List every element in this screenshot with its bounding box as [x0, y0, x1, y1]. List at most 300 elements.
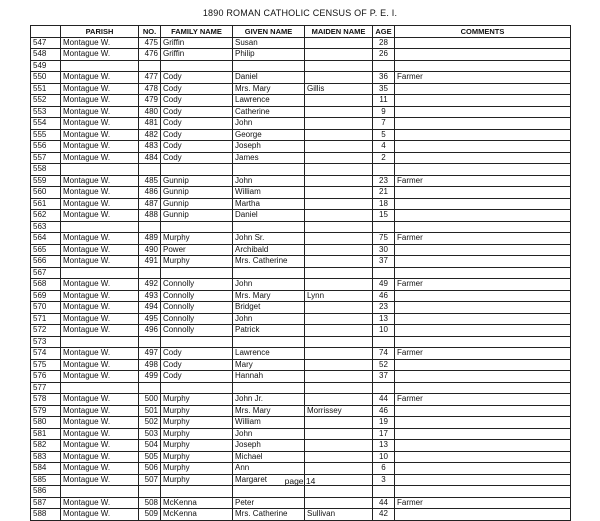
- number-cell: 490: [139, 244, 161, 256]
- parish-cell: Montague W.: [61, 440, 139, 452]
- family-name-cell: Griffin: [161, 49, 233, 61]
- age-cell: 13: [373, 313, 395, 325]
- age-cell: 21: [373, 187, 395, 199]
- comments-cell: Farmer: [395, 72, 571, 84]
- parish-cell: [61, 221, 139, 233]
- comments-cell: [395, 152, 571, 164]
- family-name-cell: Gunnip: [161, 175, 233, 187]
- given-name-cell: John: [233, 313, 305, 325]
- comments-cell: Farmer: [395, 348, 571, 360]
- number-cell: [139, 221, 161, 233]
- number-cell: 494: [139, 302, 161, 314]
- maiden-name-cell: [305, 210, 373, 222]
- age-cell: 10: [373, 325, 395, 337]
- parish-cell: Montague W.: [61, 72, 139, 84]
- line-number-cell: 557: [31, 152, 61, 164]
- given-name-cell: Ann: [233, 463, 305, 475]
- age-cell: 11: [373, 95, 395, 107]
- table-row: [31, 175, 571, 187]
- parish-cell: Montague W.: [61, 244, 139, 256]
- table-row: [31, 440, 571, 452]
- number-cell: 502: [139, 417, 161, 429]
- number-cell: 481: [139, 118, 161, 130]
- parish-cell: [61, 486, 139, 498]
- table-row: [31, 451, 571, 463]
- parish-cell: Montague W.: [61, 359, 139, 371]
- line-number-cell: 583: [31, 451, 61, 463]
- table-row: [31, 106, 571, 118]
- parish-cell: Montague W.: [61, 279, 139, 291]
- comments-cell: [395, 141, 571, 153]
- table-row: [31, 497, 571, 509]
- table-body: [31, 37, 571, 520]
- line-number-cell: 549: [31, 60, 61, 72]
- given-name-cell: Martha: [233, 198, 305, 210]
- line-number-cell: 548: [31, 49, 61, 61]
- line-number-cell: 559: [31, 175, 61, 187]
- line-number-cell: 585: [31, 474, 61, 486]
- family-name-cell: Cody: [161, 106, 233, 118]
- line-number-cell: 588: [31, 509, 61, 521]
- line-number-cell: 571: [31, 313, 61, 325]
- family-name-cell: Power: [161, 244, 233, 256]
- maiden-name-cell: [305, 187, 373, 199]
- table-row: [31, 348, 571, 360]
- given-name-cell: Patrick: [233, 325, 305, 337]
- number-cell: 488: [139, 210, 161, 222]
- number-cell: 483: [139, 141, 161, 153]
- given-name-cell: Mrs. Mary: [233, 83, 305, 95]
- given-name-cell: Lawrence: [233, 95, 305, 107]
- comments-cell: [395, 244, 571, 256]
- number-cell: 478: [139, 83, 161, 95]
- family-name-cell: [161, 336, 233, 348]
- maiden-name-cell: [305, 371, 373, 383]
- maiden-name-cell: [305, 382, 373, 394]
- parish-cell: Montague W.: [61, 451, 139, 463]
- parish-cell: Montague W.: [61, 129, 139, 141]
- parish-cell: [61, 382, 139, 394]
- family-name-cell: Connolly: [161, 279, 233, 291]
- table-row: [31, 290, 571, 302]
- given-name-cell: James: [233, 152, 305, 164]
- age-cell: 37: [373, 371, 395, 383]
- table-row: [31, 279, 571, 291]
- age-cell: 6: [373, 463, 395, 475]
- table-row: [31, 382, 571, 394]
- line-number-cell: 569: [31, 290, 61, 302]
- table-row: [31, 233, 571, 245]
- comments-cell: [395, 118, 571, 130]
- maiden-name-cell: [305, 141, 373, 153]
- given-name-cell: Daniel: [233, 72, 305, 84]
- number-cell: 477: [139, 72, 161, 84]
- comments-cell: [395, 359, 571, 371]
- maiden-name-cell: [305, 313, 373, 325]
- line-number-cell: 553: [31, 106, 61, 118]
- maiden-name-cell: Sullivan: [305, 509, 373, 521]
- number-cell: 495: [139, 313, 161, 325]
- given-name-cell: Margaret: [233, 474, 305, 486]
- age-cell: 10: [373, 451, 395, 463]
- maiden-name-cell: [305, 60, 373, 72]
- table-row: [31, 152, 571, 164]
- given-name-cell: Archibald: [233, 244, 305, 256]
- age-cell: 5: [373, 129, 395, 141]
- parish-cell: Montague W.: [61, 290, 139, 302]
- maiden-name-cell: [305, 451, 373, 463]
- family-name-cell: Connolly: [161, 290, 233, 302]
- age-cell: 7: [373, 118, 395, 130]
- parish-cell: [61, 267, 139, 279]
- parish-cell: Montague W.: [61, 141, 139, 153]
- line-number-cell: 556: [31, 141, 61, 153]
- number-cell: 499: [139, 371, 161, 383]
- number-cell: [139, 267, 161, 279]
- number-cell: 475: [139, 37, 161, 49]
- given-name-cell: Mrs. Mary: [233, 405, 305, 417]
- table-row: [31, 486, 571, 498]
- parish-cell: Montague W.: [61, 417, 139, 429]
- line-number-cell: 570: [31, 302, 61, 314]
- number-cell: 487: [139, 198, 161, 210]
- maiden-name-cell: [305, 359, 373, 371]
- table-row: [31, 394, 571, 406]
- comments-cell: [395, 302, 571, 314]
- header-line-number: [31, 26, 61, 38]
- age-cell: 26: [373, 49, 395, 61]
- number-cell: 505: [139, 451, 161, 463]
- comments-cell: Farmer: [395, 394, 571, 406]
- number-cell: 492: [139, 279, 161, 291]
- line-number-cell: 574: [31, 348, 61, 360]
- family-name-cell: [161, 267, 233, 279]
- family-name-cell: Cody: [161, 371, 233, 383]
- age-cell: 46: [373, 405, 395, 417]
- age-cell: [373, 382, 395, 394]
- table-row: [31, 60, 571, 72]
- maiden-name-cell: [305, 325, 373, 337]
- maiden-name-cell: [305, 129, 373, 141]
- parish-cell: Montague W.: [61, 152, 139, 164]
- family-name-cell: [161, 164, 233, 176]
- number-cell: 480: [139, 106, 161, 118]
- table-row: [31, 302, 571, 314]
- comments-cell: [395, 210, 571, 222]
- given-name-cell: Michael: [233, 451, 305, 463]
- family-name-cell: Murphy: [161, 463, 233, 475]
- number-cell: [139, 336, 161, 348]
- table-row: [31, 141, 571, 153]
- given-name-cell: John Sr.: [233, 233, 305, 245]
- given-name-cell: [233, 486, 305, 498]
- family-name-cell: Murphy: [161, 233, 233, 245]
- number-cell: 482: [139, 129, 161, 141]
- given-name-cell: [233, 221, 305, 233]
- age-cell: 74: [373, 348, 395, 360]
- age-cell: 9: [373, 106, 395, 118]
- line-number-cell: 554: [31, 118, 61, 130]
- page-number: page 14: [284, 476, 316, 486]
- parish-cell: Montague W.: [61, 95, 139, 107]
- number-cell: [139, 164, 161, 176]
- age-cell: 49: [373, 279, 395, 291]
- header-given-name: GIVEN NAME: [233, 26, 305, 38]
- table-row: [31, 198, 571, 210]
- comments-cell: [395, 382, 571, 394]
- line-number-cell: 547: [31, 37, 61, 49]
- line-number-cell: 586: [31, 486, 61, 498]
- given-name-cell: Mrs. Catherine: [233, 509, 305, 521]
- age-cell: 28: [373, 37, 395, 49]
- age-cell: 15: [373, 210, 395, 222]
- header-maiden-name: MAIDEN NAME: [305, 26, 373, 38]
- table-row: [31, 95, 571, 107]
- line-number-cell: 576: [31, 371, 61, 383]
- line-number-cell: 552: [31, 95, 61, 107]
- maiden-name-cell: Gillis: [305, 83, 373, 95]
- comments-cell: [395, 95, 571, 107]
- number-cell: 486: [139, 187, 161, 199]
- age-cell: 42: [373, 509, 395, 521]
- age-cell: 75: [373, 233, 395, 245]
- table-row: [31, 118, 571, 130]
- parish-cell: Montague W.: [61, 187, 139, 199]
- comments-cell: [395, 509, 571, 521]
- line-number-cell: 555: [31, 129, 61, 141]
- family-name-cell: Cody: [161, 348, 233, 360]
- comments-cell: Farmer: [395, 175, 571, 187]
- maiden-name-cell: [305, 244, 373, 256]
- maiden-name-cell: Lynn: [305, 290, 373, 302]
- parish-cell: [61, 60, 139, 72]
- age-cell: 37: [373, 256, 395, 268]
- given-name-cell: William: [233, 417, 305, 429]
- given-name-cell: [233, 60, 305, 72]
- parish-cell: Montague W.: [61, 474, 139, 486]
- census-table: [30, 25, 571, 521]
- table-row: [31, 463, 571, 475]
- table-row: [31, 187, 571, 199]
- number-cell: 491: [139, 256, 161, 268]
- maiden-name-cell: [305, 486, 373, 498]
- number-cell: 496: [139, 325, 161, 337]
- age-cell: 18: [373, 198, 395, 210]
- age-cell: 23: [373, 302, 395, 314]
- family-name-cell: McKenna: [161, 509, 233, 521]
- line-number-cell: 562: [31, 210, 61, 222]
- page-title: 1890 ROMAN CATHOLIC CENSUS OF P. E. I.: [202, 8, 398, 18]
- family-name-cell: Griffin: [161, 37, 233, 49]
- comments-cell: [395, 371, 571, 383]
- maiden-name-cell: [305, 394, 373, 406]
- maiden-name-cell: [305, 106, 373, 118]
- age-cell: 36: [373, 72, 395, 84]
- table-row: [31, 244, 571, 256]
- comments-cell: [395, 198, 571, 210]
- age-cell: 30: [373, 244, 395, 256]
- header-parish: PARISH: [61, 26, 139, 38]
- line-number-cell: 581: [31, 428, 61, 440]
- maiden-name-cell: [305, 118, 373, 130]
- family-name-cell: Connolly: [161, 302, 233, 314]
- parish-cell: Montague W.: [61, 348, 139, 360]
- maiden-name-cell: [305, 198, 373, 210]
- line-number-cell: 572: [31, 325, 61, 337]
- line-number-cell: 577: [31, 382, 61, 394]
- given-name-cell: Mrs. Catherine: [233, 256, 305, 268]
- given-name-cell: [233, 164, 305, 176]
- family-name-cell: Cody: [161, 359, 233, 371]
- number-cell: 489: [139, 233, 161, 245]
- maiden-name-cell: [305, 348, 373, 360]
- family-name-cell: Murphy: [161, 474, 233, 486]
- line-number-cell: 566: [31, 256, 61, 268]
- given-name-cell: Bridget: [233, 302, 305, 314]
- parish-cell: Montague W.: [61, 325, 139, 337]
- table-row: [31, 72, 571, 84]
- parish-cell: Montague W.: [61, 83, 139, 95]
- age-cell: 52: [373, 359, 395, 371]
- comments-cell: [395, 428, 571, 440]
- comments-cell: [395, 60, 571, 72]
- family-name-cell: Cody: [161, 118, 233, 130]
- maiden-name-cell: [305, 95, 373, 107]
- parish-cell: Montague W.: [61, 256, 139, 268]
- maiden-name-cell: [305, 72, 373, 84]
- given-name-cell: [233, 267, 305, 279]
- comments-cell: [395, 405, 571, 417]
- parish-cell: Montague W.: [61, 497, 139, 509]
- table-row: [31, 405, 571, 417]
- number-cell: [139, 60, 161, 72]
- age-cell: 23: [373, 175, 395, 187]
- line-number-cell: 560: [31, 187, 61, 199]
- age-cell: 17: [373, 428, 395, 440]
- given-name-cell: Hannah: [233, 371, 305, 383]
- parish-cell: Montague W.: [61, 428, 139, 440]
- table-row: [31, 428, 571, 440]
- family-name-cell: Murphy: [161, 405, 233, 417]
- family-name-cell: Cody: [161, 152, 233, 164]
- line-number-cell: 563: [31, 221, 61, 233]
- age-cell: [373, 486, 395, 498]
- given-name-cell: John: [233, 428, 305, 440]
- maiden-name-cell: [305, 164, 373, 176]
- family-name-cell: Connolly: [161, 313, 233, 325]
- maiden-name-cell: [305, 428, 373, 440]
- comments-cell: [395, 336, 571, 348]
- line-number-cell: 578: [31, 394, 61, 406]
- comments-cell: [395, 325, 571, 337]
- given-name-cell: John: [233, 118, 305, 130]
- maiden-name-cell: [305, 152, 373, 164]
- line-number-cell: 582: [31, 440, 61, 452]
- line-number-cell: 575: [31, 359, 61, 371]
- family-name-cell: Murphy: [161, 256, 233, 268]
- maiden-name-cell: [305, 256, 373, 268]
- line-number-cell: 567: [31, 267, 61, 279]
- header-family-name: FAMILY NAME: [161, 26, 233, 38]
- comments-cell: Farmer: [395, 233, 571, 245]
- given-name-cell: Joseph: [233, 440, 305, 452]
- header-age: AGE: [373, 26, 395, 38]
- number-cell: 501: [139, 405, 161, 417]
- comments-cell: [395, 267, 571, 279]
- maiden-name-cell: Morrissey: [305, 405, 373, 417]
- parish-cell: Montague W.: [61, 394, 139, 406]
- table-row: [31, 37, 571, 49]
- given-name-cell: [233, 382, 305, 394]
- family-name-cell: Cody: [161, 141, 233, 153]
- number-cell: 485: [139, 175, 161, 187]
- given-name-cell: George: [233, 129, 305, 141]
- table-row: [31, 267, 571, 279]
- parish-cell: Montague W.: [61, 302, 139, 314]
- comments-cell: [395, 221, 571, 233]
- given-name-cell: John: [233, 279, 305, 291]
- given-name-cell: John Jr.: [233, 394, 305, 406]
- given-name-cell: Philip: [233, 49, 305, 61]
- parish-cell: [61, 164, 139, 176]
- age-cell: 44: [373, 394, 395, 406]
- maiden-name-cell: [305, 279, 373, 291]
- number-cell: 493: [139, 290, 161, 302]
- age-cell: 35: [373, 83, 395, 95]
- comments-cell: [395, 49, 571, 61]
- age-cell: 46: [373, 290, 395, 302]
- table-row: [31, 221, 571, 233]
- family-name-cell: Cody: [161, 72, 233, 84]
- line-number-cell: 558: [31, 164, 61, 176]
- table-header-row: [31, 26, 571, 38]
- table-row: [31, 417, 571, 429]
- comments-cell: [395, 164, 571, 176]
- age-cell: [373, 164, 395, 176]
- line-number-cell: 580: [31, 417, 61, 429]
- line-number-cell: 551: [31, 83, 61, 95]
- number-cell: 498: [139, 359, 161, 371]
- number-cell: 509: [139, 509, 161, 521]
- parish-cell: Montague W.: [61, 233, 139, 245]
- comments-cell: [395, 451, 571, 463]
- age-cell: 3: [373, 474, 395, 486]
- comments-cell: Farmer: [395, 497, 571, 509]
- comments-cell: [395, 417, 571, 429]
- family-name-cell: Cody: [161, 95, 233, 107]
- parish-cell: Montague W.: [61, 175, 139, 187]
- maiden-name-cell: [305, 497, 373, 509]
- table-row: [31, 509, 571, 521]
- table-row: [31, 210, 571, 222]
- number-cell: 476: [139, 49, 161, 61]
- maiden-name-cell: [305, 49, 373, 61]
- parish-cell: Montague W.: [61, 198, 139, 210]
- comments-cell: [395, 440, 571, 452]
- number-cell: 500: [139, 394, 161, 406]
- family-name-cell: Gunnip: [161, 187, 233, 199]
- given-name-cell: Mrs. Mary: [233, 290, 305, 302]
- maiden-name-cell: [305, 175, 373, 187]
- parish-cell: Montague W.: [61, 210, 139, 222]
- comments-cell: [395, 256, 571, 268]
- family-name-cell: McKenna: [161, 497, 233, 509]
- comments-cell: [395, 290, 571, 302]
- number-cell: 484: [139, 152, 161, 164]
- comments-cell: [395, 486, 571, 498]
- family-name-cell: [161, 221, 233, 233]
- family-name-cell: Gunnip: [161, 210, 233, 222]
